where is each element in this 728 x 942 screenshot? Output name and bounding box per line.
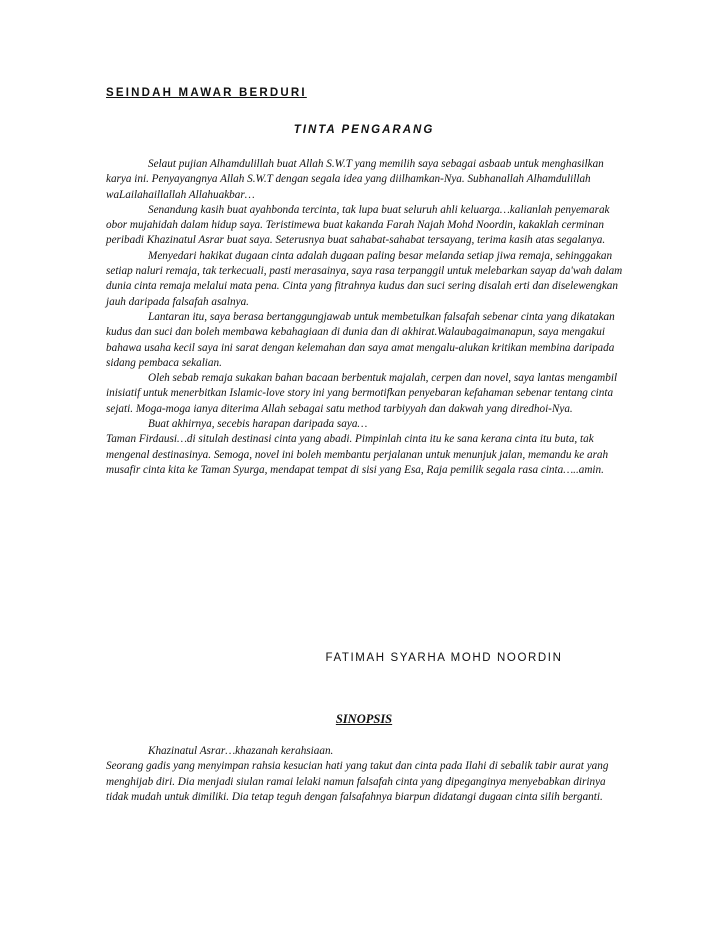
sinopsis-body <box>106 744 626 805</box>
tinta-pengarang-heading: TINTA PENGARANG <box>293 124 435 136</box>
tinta-paragraph-1: Selaut pujian Alhamdulillah buat Allah S.W.T yang memilih saya sebagai asbaab untuk menghasilkan karya ini. Penyayangnya Allah S.W.T dengan segala idea yang diilhamkan-Nya. Subhanallah Alhamdulillah waLailahaillallah Allahuakbar… <box>106 158 604 201</box>
sinopsis-paragraph-1: Khazinatul Asrar…khazanah kerahsiaan. <box>148 745 334 757</box>
sinopsis-heading: SINOPSIS <box>335 712 393 726</box>
tinta-paragraph-6: Buat akhirnya, secebis harapan daripada saya… <box>148 418 368 431</box>
sinopsis-paragraph-2: Seorang gadis yang menyimpan rahsia kesucian hati yang takut dan cinta pada Ilahi di sebalik tabir aurat yang menghijab diri. Dia menjadi siulan ramai lelaki namun falsafah cinta yang dipeganginya menyebabkan dirinya tidak mudah untuk dimiliki. Dia tetap teguh dengan falsafahnya biarpun didatangi dugaan cinta silih berganti. <box>106 760 609 803</box>
tinta-paragraph-2: Senandung kasih buat ayahbonda tercinta, tak lupa buat seluruh ahli keluarga…kalianlah penyemarak obor mujahidah dalam hidup saya. Teristimewa buat kakanda Farah Najah Mohd Noordin, kakaklah cerminan peribadi Khazinatul Asrar buat saya. Seterusnya buat sahabat-sahabat tersayang, terima kasih atas segalanya. <box>106 203 610 247</box>
tinta-paragraph-4: Lantaran itu, saya berasa bertanggungjawab untuk membetulkan falsafah sebenar cinta yang dikatakan kudus dan suci dan boleh membawa kebahagiaan di dunia dan di akhirat.Walaubagaimanapun, saya mengakui bahawa usaha kecil saya ini sarat dengan kelemahan dan saya amat mengalu-alukan kritikan membina daripada sidang pembaca sekalian. <box>106 310 615 369</box>
tinta-paragraph-5: Oleh sebab remaja sukakan bahan bacaan berbentuk majalah, cerpen dan novel, saya lantas mengambil inisiatif untuk menerbitkan Islamic-love story ini yang bermotifkan penyebaran kefahaman sebenar tentang cinta sejati. Moga-moga ianya diterima Allah sebagai satu method tarbiyyah dan dakwah yang diredhoi-Nya. <box>106 372 618 415</box>
tinta-paragraph-7: Taman Firdausi…di situlah destinasi cinta yang abadi. Pimpinlah cinta itu ke sana kerana cinta itu buta, tak mengenal destinasinya. Semoga, novel ini boleh membantu perjalanan untuk menunjuk jalan, memandu ke arah musafir cinta kita ke Taman Syurga, mendapat tempat di sisi yang Esa, Raja pemilik segala rasa cinta…..amin. <box>106 433 609 476</box>
tinta-paragraph-3: Menyedari hakikat dugaan cinta adalah dugaan paling besar melanda setiap jiwa remaja, sehinggakan setiap naluri remaja, tak terkecuali, pasti merasainya, saya rasa terpanggil untuk melebarkan sayap da'wah dalam dunia cinta remaja melalui mata pena. Cinta yang fitrahnya kudus dan suci sering disalah erti dan diselewengkan jauh daripada falsafah asalnya. <box>106 249 623 308</box>
document-header-title: SEINDAH MAWAR BERDURI <box>106 87 307 99</box>
tinta-pengarang-body <box>106 157 626 478</box>
author-name: FATIMAH SYARHA MOHD NOORDIN <box>325 652 563 664</box>
